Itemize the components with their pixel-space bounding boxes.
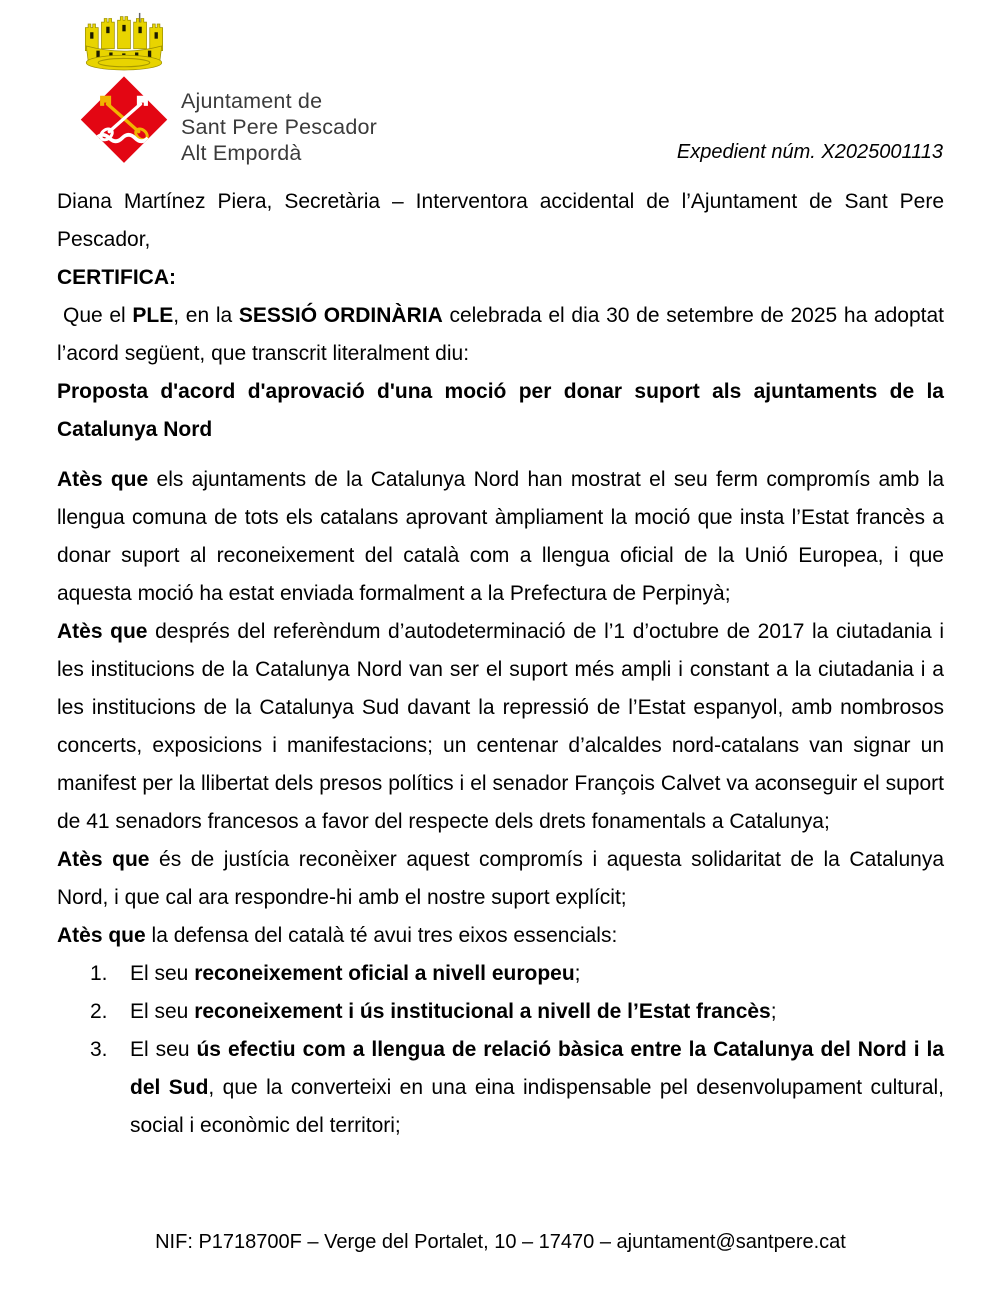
list-item [90, 993, 944, 1031]
list-item-text: El seu ús efectiu com a llengua de relació bàsica entre la Catalunya del Nord i la del Sud, que la converteixi en una eina indispensable pel desenvolupament cultural, social i econòmic del territori; [130, 1038, 945, 1137]
org-name [181, 88, 377, 166]
expedient-number: Expedient núm. X2025001113 [676, 141, 943, 163]
list-item-text: El seu reconeixement i ús institucional a nivell de l’Estat francès; [130, 1000, 777, 1023]
paragraph-secretary: Diana Martínez Piera, Secretària – Interventora accidental de l’Ajuntament de Sant Pere Pescador, [57, 190, 944, 251]
document-body [57, 183, 944, 1145]
paragraph-ates-3: Atès que és de justícia reconèixer aquest compromís i aquesta solidaritat de la Catalunya Nord, i que cal ara respondre-hi amb el nostre suport explícit; [57, 848, 944, 909]
list-item-number: 2. [90, 1000, 108, 1023]
org-name-line-1: Ajuntament de [181, 89, 323, 113]
list-item [90, 1031, 944, 1145]
essential-axes-list [57, 955, 944, 1145]
org-name-line-3: Alt Empordà [181, 141, 302, 165]
paragraph-ates-4: Atès que la defensa del català té avui tres eixos essencials: [57, 924, 618, 947]
paragraph-ates-1: Atès que els ajuntaments de la Catalunya Nord han mostrat el seu ferm compromís amb la llengua comuna de tots els catalans aprovant àmpliament la moció que insta l’Estat francès a donar suport al reconeixement del català com a llengua oficial de la Unió Europea, i que aquesta moció ha estat enviada formalment a la Prefectura de Perpinyà; [57, 468, 945, 605]
org-name-line-2: Sant Pere Pescador [181, 115, 378, 139]
list-item-number: 3. [90, 1038, 108, 1061]
crown-icon [85, 13, 162, 70]
footer-contact: NIF: P1718700F – Verge del Portalet, 10 – 17470 – ajuntament@santpere.cat [155, 1231, 846, 1253]
list-item-text: El seu reconeixement oficial a nivell europeu; [130, 962, 581, 985]
coat-of-arms [78, 12, 170, 173]
paragraph-session: Que el PLE, en la SESSIÓ ORDINÀRIA celebrada el dia 30 de setembre de 2025 ha adoptat l’acord següent, que transcrit literalment diu: [57, 304, 945, 365]
paragraph-proposal-title: Proposta d'acord d'aprovació d'una moció per donar suport als ajuntaments de la Catalunya Nord [57, 380, 944, 441]
paragraph-certifica: CERTIFICA: [57, 266, 176, 289]
paragraph-ates-2: Atès que després del referèndum d’autodeterminació de l’1 d’octubre de 2017 la ciutadania i les institucions de la Catalunya Nord van ser el suport més ampli i constant a la ciutadania i a les institucions de la Catalunya Sud davant la repressió de l’Estat espanyol, amb nombrosos concerts, exposicions i manifestacions; un centenar d’alcaldes nord-catalans van signar un manifest per la llibertat dels presos polítics i el senador François Calvet va aconseguir el suport de 41 senadors francesos a favor del respecte dels drets fonamentals a Catalunya; [57, 620, 944, 833]
list-item-number: 1. [90, 962, 108, 985]
list-item [90, 955, 944, 993]
